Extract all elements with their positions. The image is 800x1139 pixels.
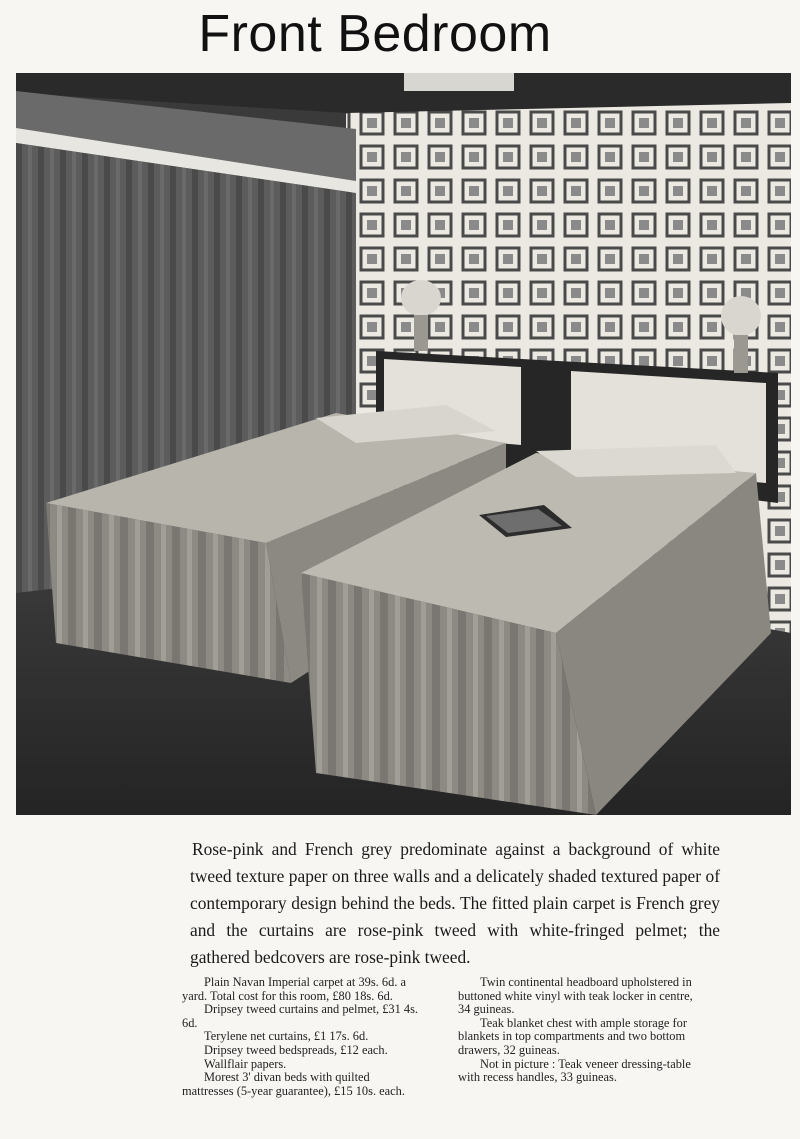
item-entry: Morest 3' divan beds with quilted mattresses (5-year guarantee), £15 10s. each. [182, 1070, 405, 1098]
bedroom-photo [16, 73, 791, 815]
room-description: Rose-pink and French grey predominate against a background of white tweed texture paper on three walls and a delicately shaded textured paper of contemporary design behind the beds. The fitted plain carpet is French grey and the curtains are rose-pink tweed with white-fringed pelmet; the gathered bedcovers are rose-pink tweed. [190, 839, 720, 967]
item-entry: Teak blanket chest with ample storage for blankets in top compartments and two bottom drawers, 32 guineas. [458, 1015, 687, 1057]
item-entry: Terylene net curtains, £1 17s. 6d. [204, 1029, 369, 1044]
item-entry: Dripsey tweed bedspreads, £12 each. [204, 1042, 388, 1057]
item-entry: Wallflair papers. [204, 1056, 287, 1071]
item-list-right [458, 976, 703, 1085]
item-entry: Not in picture : Teak veneer dressing-table with recess handles, 33 guineas. [458, 1056, 691, 1085]
page-title: Front Bedroom [198, 5, 552, 63]
item-list-left [182, 976, 422, 1098]
item-entry: Twin continental headboard upholstered in buttoned white vinyl with teak locker in centre, 34 guineas. [458, 975, 693, 1017]
item-entry: Plain Navan Imperial carpet at 39s. 6d. a yard. Total cost for this room, £80 18s. 6d. [182, 975, 406, 1003]
item-entry: Dripsey tweed curtains and pelmet, £31 4s. 6d. [182, 1002, 419, 1030]
